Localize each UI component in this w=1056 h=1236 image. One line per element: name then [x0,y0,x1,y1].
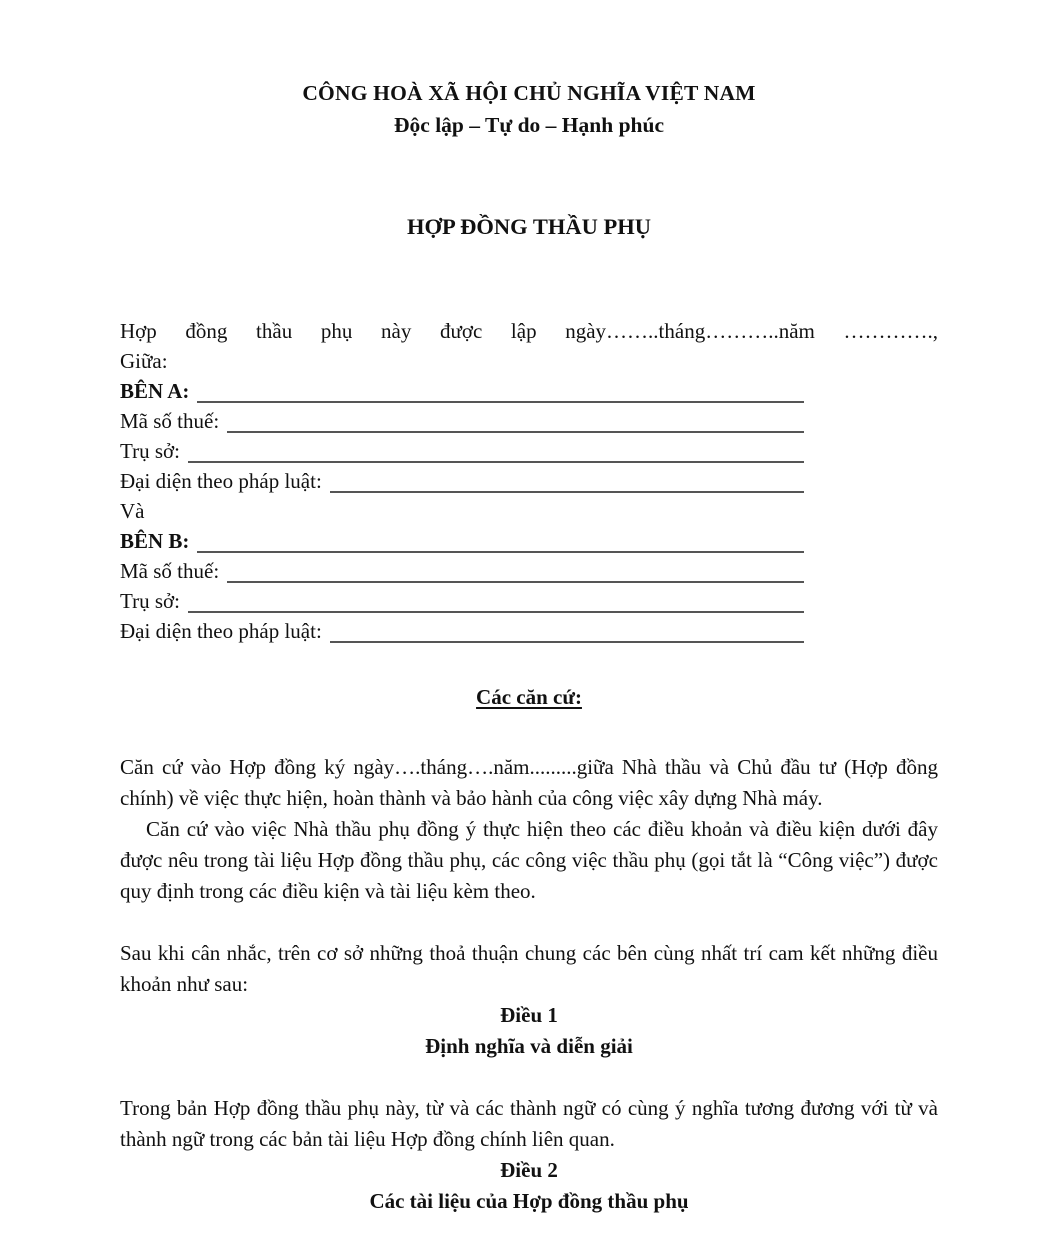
party-b-address-label: Trụ sở: [120,589,180,613]
contract-date-line: Hợp đồng thầu phụ này được lập ngày……..tháng………..năm …………., [120,319,938,343]
article-2-title: Các tài liệu của Hợp đồng thầu phụ [369,1189,689,1213]
party-a-tax-label: Mã số thuế: [120,409,220,433]
party-a-address-row [120,436,804,466]
party-a-address-label: Trụ sở: [120,439,180,463]
party-b-representative-blank [330,640,804,643]
party-b-name-row [120,526,804,556]
party-b-address-row [120,586,804,616]
party-a-tax-row [120,406,804,436]
party-a-representative-blank [330,490,804,493]
grounds-paragraph-2: Căn cứ vào việc Nhà thầu phụ đồng ý thực hiện theo các điều khoản và điều kiện dưới đây được nêu trong tài liệu Hợp đồng thầu phụ, các công việc thầu phụ (gọi tắt là “Công việc”) được quy định trong các điều kiện và tài liệu kèm theo. [120,817,938,903]
party-b-name-label: BÊN B: [120,529,190,553]
party-b-name-blank [197,550,804,553]
article-1-title: Định nghĩa và diễn giải [425,1034,633,1058]
party-a-name-label: BÊN A: [120,379,190,403]
party-a-representative-label: Đại diện theo pháp luật: [120,469,322,493]
party-b-tax-label: Mã số thuế: [120,559,220,583]
agreement-paragraph: Sau khi cân nhắc, trên cơ sở những thoả thuận chung các bên cùng nhất trí cam kết những điều khoản như sau: [120,941,938,996]
document-title: HỢP ĐỒNG THẦU PHỤ [407,214,651,239]
party-a-name-blank [197,400,804,403]
party-a-address-blank [188,460,804,463]
grounds-paragraph-1: Căn cứ vào Hợp đồng ký ngày….tháng….năm.........giữa Nhà thầu và Chủ đầu tư (Hợp đồng chính) về việc thực hiện, hoàn thành và bảo hành của công việc xây dựng Nhà máy. [120,755,938,810]
parties-section [120,316,938,646]
party-a-representative-row [120,466,804,496]
party-b-tax-row [120,556,804,586]
party-a-name-row [120,376,804,406]
article-1-body: Trong bản Hợp đồng thầu phụ này, từ và các thành ngữ có cùng ý nghĩa tương đương với từ và thành ngữ trong các bản tài liệu Hợp đồng chính liên quan. [120,1096,938,1151]
article-2-number: Điều 2 [500,1158,558,1182]
party-a-tax-blank [227,430,804,433]
party-b-representative-label: Đại diện theo pháp luật: [120,619,322,643]
article-1-number: Điều 1 [500,1003,558,1027]
and-label: Và [120,499,145,523]
party-b-tax-blank [227,580,804,583]
republic-title: CÔNG HOÀ XÃ HỘI CHỦ NGHĨA VIỆT NAM [302,81,756,105]
party-b-address-blank [188,610,804,613]
national-motto: Độc lập – Tự do – Hạnh phúc [394,113,664,137]
grounds-heading: Các căn cứ: [476,685,582,709]
party-b-representative-row [120,616,804,646]
between-label: Giữa: [120,349,168,373]
